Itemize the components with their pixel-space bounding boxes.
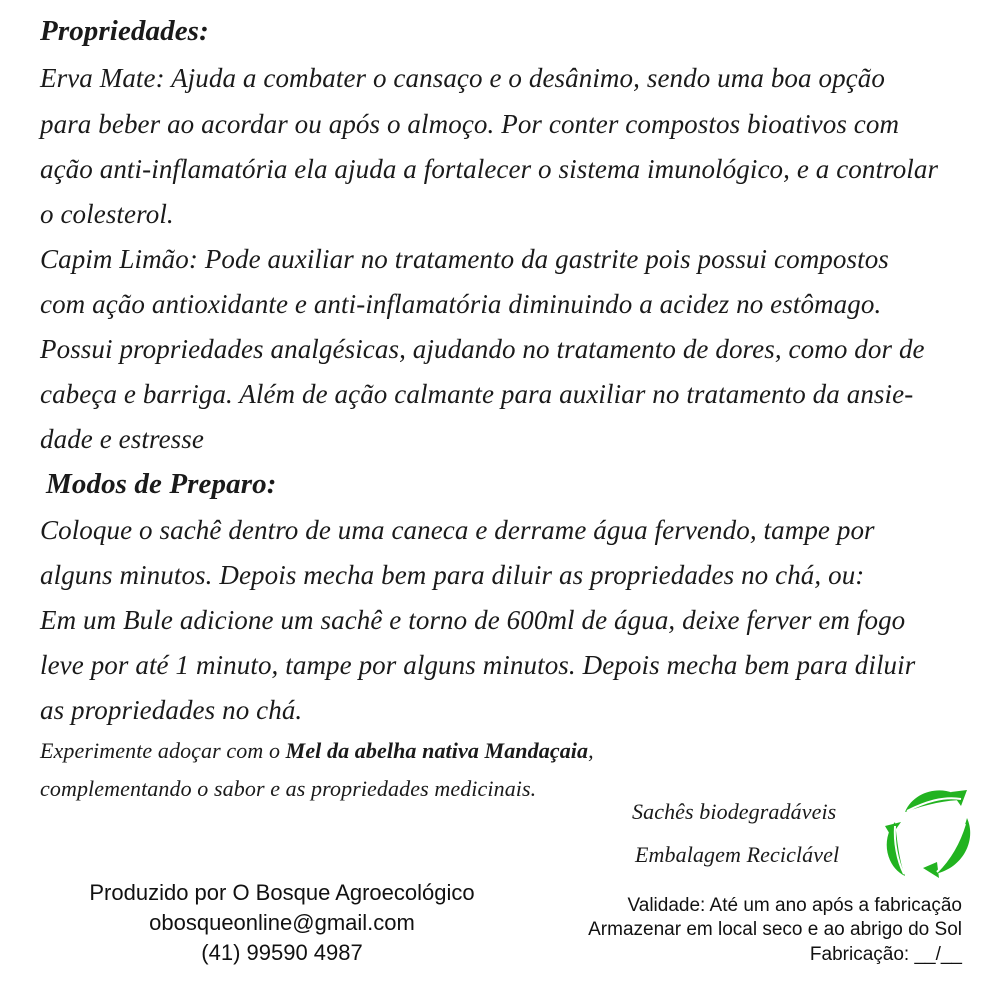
erva-mate-line: para beber ao acordar ou após o almoço. Por conter compostos bioativos com (40, 109, 900, 139)
erva-mate-line: Erva Mate: Ajuda a combater o cansaço e o desânimo, sendo uma boa opção (40, 63, 885, 93)
manufacture-date: Fabricação: __/__ (809, 944, 962, 965)
preparo-line: leve por até 1 minuto, tampe por alguns minutos. Depois mecha bem para diluir (40, 650, 916, 680)
erva-mate-line: ação anti-inflamatória ela ajuda a fortalecer o sistema imunológico, e a controlar (40, 154, 939, 184)
producer-phone: (41) 99590 4987 (201, 940, 363, 965)
section-heading-propriedades: Propriedades: (40, 15, 209, 47)
honey-product-name: Mel da abelha nativa Mandaçaia (285, 738, 589, 763)
biodegradable-badge-text: Sachês biodegradáveis (632, 799, 837, 824)
recycle-arrowhead (923, 862, 939, 878)
capim-limao-line: Capim Limão: Pode auxiliar no tratamento da gastrite pois possui compostos (40, 244, 889, 274)
recycle-leaves-icon (877, 782, 977, 882)
preparo-line: as propriedades no chá. (40, 695, 303, 725)
suggestion-line-2: complementando o sabor e as propriedades medicinais. (40, 776, 537, 801)
suggestion-prefix: Experimente adoçar com o (40, 738, 286, 763)
capim-limao-line: dade e estresse (40, 424, 204, 454)
preparo-line: Coloque o sachê dentro de uma caneca e derrame água fervendo, tampe por (40, 515, 875, 545)
preparo-line: Em um Bule adicione um sachê e torno de 600ml de água, deixe ferver em fogo (40, 605, 906, 635)
producer-email: obosqueonline@gmail.com (149, 910, 415, 935)
erva-mate-line: o colesterol. (40, 199, 174, 229)
capim-limao-line: com ação antioxidante e anti-inflamatória diminuindo a acidez no estômago. (40, 289, 882, 319)
suggestion-suffix: , (588, 738, 594, 763)
validity-info: Validade: Até um ano após a fabricação (627, 895, 962, 916)
preparo-line: alguns minutos. Depois mecha bem para diluir as propriedades no chá, ou: (40, 560, 865, 590)
storage-info: Armazenar em local seco e ao abrigo do Sol (588, 919, 962, 940)
recyclable-badge-text: Embalagem Reciclável (635, 842, 840, 867)
capim-limao-line: cabeça e barriga. Além de ação calmante para auxiliar no tratamento da ansie- (40, 379, 914, 409)
section-heading-preparo: Modos de Preparo: (46, 468, 277, 500)
producer-name: Produzido por O Bosque Agroecológico (89, 880, 475, 905)
suggestion-line (40, 736, 594, 766)
capim-limao-line: Possui propriedades analgésicas, ajudando no tratamento de dores, como dor de (40, 334, 925, 364)
